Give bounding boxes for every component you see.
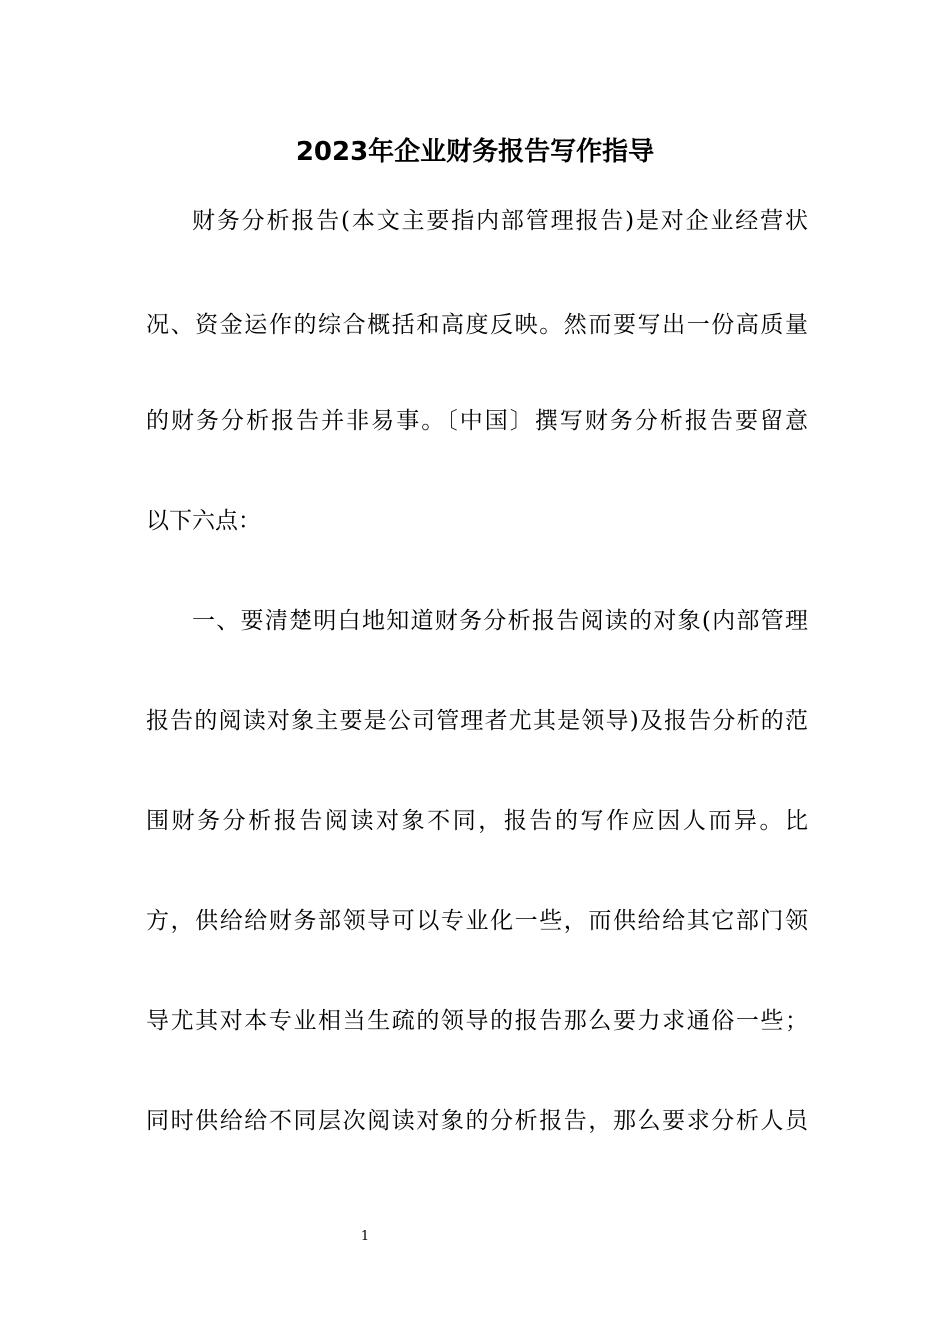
paragraph-line: 况、资金运作的综合概括和高度反映。然而要写出一份高质量 — [146, 312, 808, 338]
page-number: 1 — [360, 1229, 370, 1244]
paragraph-line: 同时供给给不同层次阅读对象的分析报告，那么要求分析人员 — [146, 1108, 808, 1134]
paragraph-line: 财务分析报告(本文主要指内部管理报告)是对企业经营状 — [192, 208, 808, 234]
paragraph-line: 导尤其对本专业相当生疏的领导的报告那么要力求通俗一些； — [146, 1008, 808, 1034]
paragraph-line: 的财务分析报告并非易事。〔中国〕撰写财务分析报告要留意 — [146, 408, 808, 434]
paragraph-line: 方，供给给财务部领导可以专业化一些，而供给给其它部门领 — [146, 908, 808, 934]
paragraph-line: 以下六点： — [146, 508, 261, 534]
paragraph-line: 围财务分析报告阅读对象不同，报告的写作应因人而异。比 — [146, 808, 808, 834]
paragraph-line: 一、要清楚明白地知道财务分析报告阅读的对象(内部管理 — [192, 608, 808, 634]
document-title: 2023年企业财务报告写作指导 — [295, 137, 655, 167]
paragraph-line: 报告的阅读对象主要是公司管理者尤其是领导)及报告分析的范 — [146, 708, 808, 734]
